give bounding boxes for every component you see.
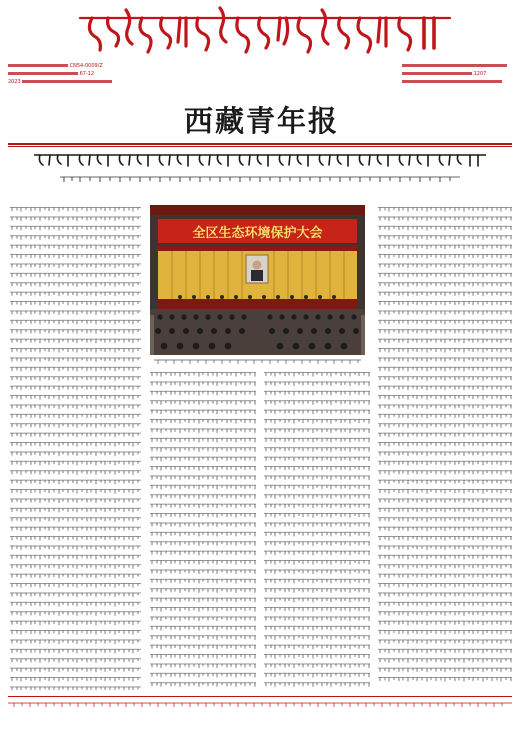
tibetan-text-line: [402, 72, 472, 75]
tibetan-text-line: [402, 64, 507, 67]
publication-info-right: [402, 62, 514, 86]
photo-caption: [150, 357, 365, 367]
conference-photo: [150, 205, 365, 355]
newspaper-chinese-title: 西藏青年报: [184, 104, 340, 138]
tibetan-text-line: [8, 72, 78, 75]
article-column-4: [378, 205, 512, 683]
tibetan-text-line: [8, 64, 68, 67]
tibetan-body-text: [378, 205, 512, 683]
publication-info-left: [8, 62, 128, 86]
tibetan-body-text: [150, 370, 256, 690]
tibetan-text-line: [22, 80, 112, 83]
article-subheading: [60, 175, 460, 184]
footer-divider: [8, 696, 512, 697]
tibetan-body-text: [264, 370, 370, 690]
article-column-1: [10, 205, 141, 690]
masthead-divider-thin: [8, 146, 512, 147]
tibetan-text-line: [402, 80, 502, 83]
issn-number: CN54-0009/Z: [69, 63, 103, 69]
nameplate-logo-icon: [78, 6, 458, 56]
article-headline: [34, 152, 486, 170]
tibetan-body-text: [10, 205, 141, 690]
newspaper-footer: [8, 700, 512, 713]
footer-text: [8, 700, 512, 710]
photo-conference-icon: [150, 205, 365, 355]
issue-number: 1207: [473, 71, 487, 77]
article-column-2: [150, 370, 256, 690]
masthead: [8, 6, 512, 58]
issue-year: 2023: [8, 79, 21, 85]
postal-code: 67-12: [79, 71, 95, 77]
conference-banner-text: 全区生态环境保护大会: [192, 226, 323, 241]
masthead-divider: [8, 143, 512, 145]
article-column-3: [264, 370, 370, 690]
